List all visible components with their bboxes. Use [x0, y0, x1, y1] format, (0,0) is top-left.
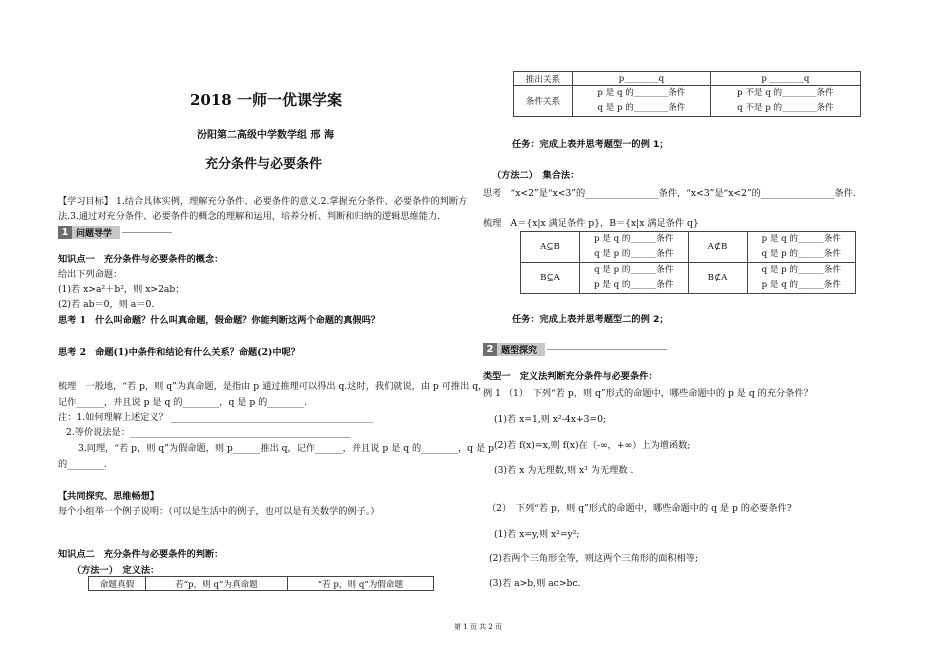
- example-1: 例 1 （1） 下列“若 p，则 q”形式的命题中，哪些命题中的 p 是 q 的充分条件？: [483, 388, 813, 399]
- type1-heading: 类型一 定义法判断充分条件与必要条件：: [483, 371, 658, 382]
- example-1-item-1: (1)若 x=1,则 x²-4x+3=0;: [494, 414, 607, 425]
- topic-title: 充分条件与必要条件: [205, 157, 323, 172]
- divider: [122, 232, 172, 233]
- section-number: 2: [483, 343, 497, 356]
- cell-line: q 是 p 的________条件: [597, 103, 686, 113]
- method1-heading: （方法一） 定义法：: [72, 565, 160, 576]
- cell-line: q 是 p 的______条件: [594, 249, 674, 259]
- summary-line-1: 梳理 一般地，“若 p，则 q”为真命题，是指由 p 通过推理可以得出 q.这时，我们就说，由 p 可推出 q，: [58, 381, 488, 392]
- goals-line-2: 法.3.通过对充分条件、必要条件的概念的理解和运用，培养分析、判断和归纳的逻辑思维能力.: [58, 211, 441, 222]
- task-1: 任务：完成上表并思考题型一的例 1；: [512, 139, 669, 150]
- note-3: 3.同理，“若 p，则 q”为假命题，则 p______推出 q，记作______，并且说 p 是 q 的________，q 是 p: [78, 443, 494, 454]
- set-table: [520, 231, 856, 294]
- table-cell: 命题真假: [89, 577, 146, 591]
- goals-line-1: 【学习目标】 1.结合具体实例，理解充分条件、必要条件的意义.2.掌握充分条件、必要条件的判断方: [58, 196, 468, 207]
- method2-think: 思考 “x<2”是“x<3”的________________条件，“x<3”是“x<2”的________________条件.: [483, 188, 856, 199]
- example-2-item-3: (3)若 a>b,则 ac>bc.: [489, 578, 581, 589]
- section-number: 1: [58, 226, 72, 239]
- cell-line: p 是 q 的________条件: [597, 88, 686, 98]
- table-cell: [710, 86, 860, 117]
- table-cell: [580, 232, 689, 263]
- table-cell: [747, 232, 856, 263]
- table-cell: B⊆A: [521, 263, 580, 294]
- example-2-item-1: (1)若 x=y,则 x²=y²;: [494, 529, 580, 540]
- kp1-prop-1: (1)若 x>a²＋b²，则 x>2ab；: [58, 284, 185, 295]
- note-4: 的________.: [58, 459, 107, 470]
- section-label: 题型探究: [497, 343, 545, 356]
- table-cell: [580, 263, 689, 294]
- example-1-item-3: (3)若 x 为无理数,则 x³ 为无理数 .: [494, 465, 634, 476]
- section-badge-1: [58, 226, 172, 239]
- method2-summary: 梳理 A＝{x|x 满足条件 p}，B＝{x|x 满足条件 q}: [483, 218, 699, 229]
- note-1: 注：1.如何理解上述定义？ ____________________________________________: [58, 412, 373, 423]
- cell-line: p 是 q 的______条件: [594, 234, 674, 244]
- cell-line: p 是 q 的______条件: [761, 280, 841, 290]
- table-cell: 若“p，则 q”为真命题: [146, 577, 288, 591]
- cell-line: p 是 q 的______条件: [594, 280, 674, 290]
- section-badge-2: [483, 343, 667, 356]
- truth-table: [88, 576, 434, 591]
- section-label: 问题导学: [72, 226, 120, 239]
- cell-line: p 是 q 的______条件: [761, 234, 841, 244]
- table-cell: [747, 263, 856, 294]
- table-cell: B⊄A: [688, 263, 747, 294]
- note-2: 2.等价说法是：________________________________________________: [66, 427, 351, 438]
- example-2-item-2: (2)若两个三角形全等，则这两个三角形的面积相等;: [489, 553, 699, 564]
- think-1: 思考 1 什么叫命题？什么叫真命题，假命题？你能判断这两个命题的真假吗？: [58, 315, 380, 326]
- explore-text: 每个小组举一个例子说明：（可以是生活中的例子，也可以是有关数学的例子。）: [58, 506, 380, 517]
- table-cell: 推出关系: [514, 72, 573, 86]
- example-1-item-2: (2)若 f(x)=x,则 f(x)在（-∞，+∞）上为增函数;: [494, 440, 691, 451]
- kp1-heading: 知识点一 充分条件与必要条件的概念：: [58, 254, 224, 265]
- cell-line: p 不是 q 的________条件: [737, 88, 834, 98]
- page-footer: 第 1 页 共 2 页: [454, 623, 503, 631]
- task-2: 任务：完成上表并思考题型二的例 2；: [512, 314, 669, 325]
- divider: [547, 349, 667, 350]
- relation-table: [513, 71, 861, 117]
- kp2-heading: 知识点二 充分条件与必要条件的判断：: [58, 549, 224, 560]
- example-2: （2） 下列“若 p，则 q”形式的命题中，哪些命题中的 q 是 p 的必要条件?: [487, 503, 792, 514]
- summary-line-2: 记作______，并且说 p 是 q 的________，q 是 p 的________.: [58, 397, 308, 408]
- explore-heading: 【共同探究、思维畅想】: [58, 491, 160, 502]
- think-2: 思考 2 命题(1)中条件和结论有什么关系？命题(2)中呢？: [58, 347, 300, 358]
- cell-line: q 不是 p 的________条件: [737, 103, 834, 113]
- kp1-prop-2: (2)若 ab＝0，则 a＝0.: [58, 299, 155, 310]
- table-cell: “若 p，则 q”为假命题: [287, 577, 433, 591]
- kp1-given: 给出下列命题：: [58, 269, 123, 280]
- table-cell: 条件关系: [514, 86, 573, 117]
- table-cell: A⊄B: [688, 232, 747, 263]
- page-title: 2018 一师一优课学案: [190, 91, 342, 109]
- cell-line: q 是 p 的______条件: [594, 265, 674, 275]
- cell-line: q 是 p 的______条件: [761, 249, 841, 259]
- table-cell: A⊆B: [521, 232, 580, 263]
- table-cell: p ________q: [710, 72, 860, 86]
- method2-heading: （方法二） 集合法：: [492, 170, 580, 181]
- table-cell: [573, 86, 711, 117]
- cell-line: q 是 p 的______条件: [761, 265, 841, 275]
- author-line: 汾阳第二高级中学数学组 邢 海: [197, 130, 334, 141]
- table-cell: p________q: [573, 72, 711, 86]
